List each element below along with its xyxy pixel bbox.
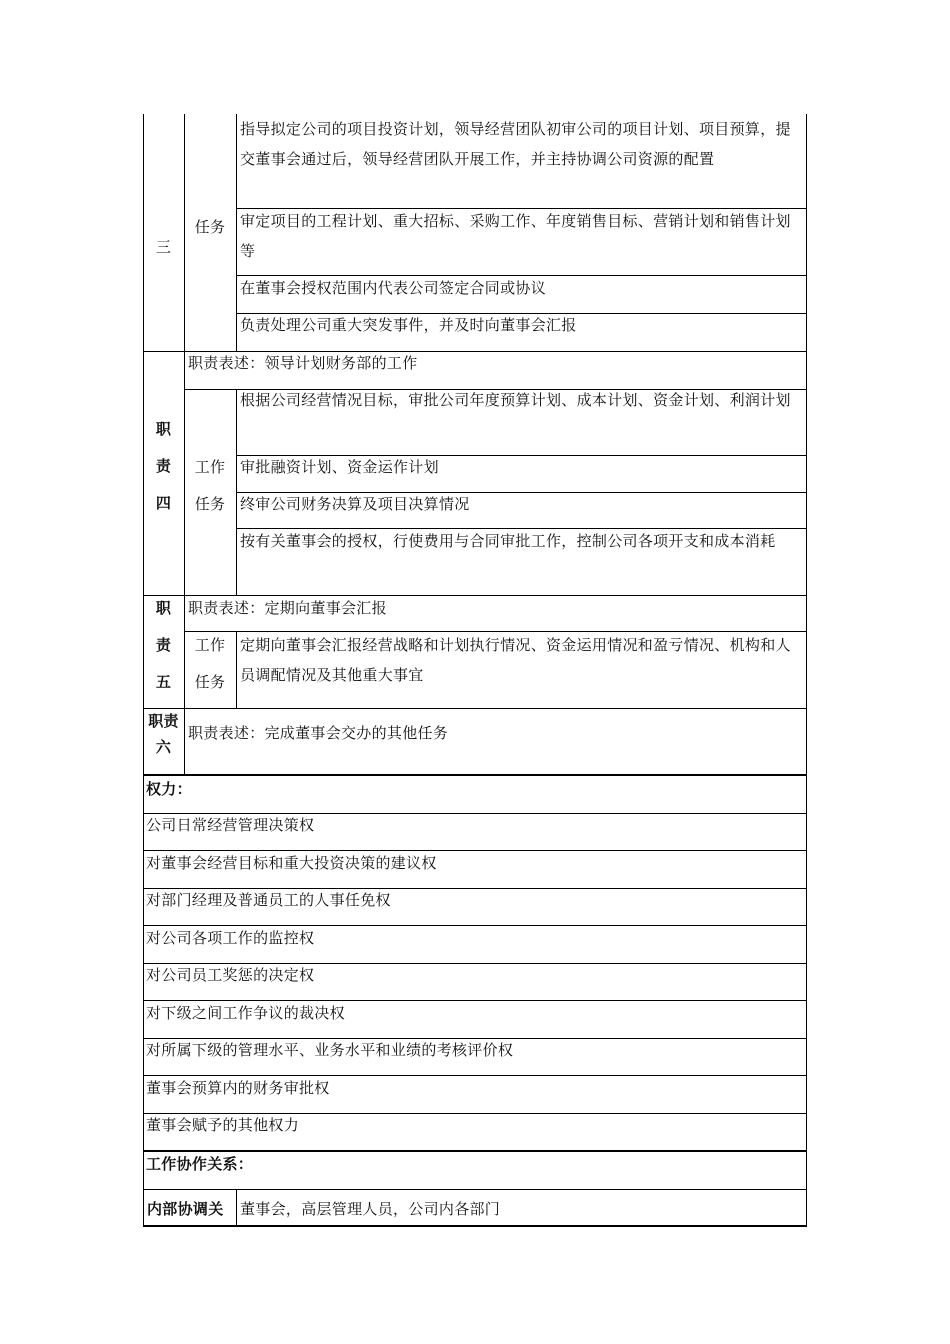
duty4-task-2: 审批融资计划、资金运作计划 — [240, 458, 439, 476]
duty4-task-label-2: 任务 — [194, 495, 226, 513]
duty4-task-4: 按有关董事会的授权，行使费用与合同审批工作，控制公司各项开支和成本消耗 — [240, 532, 776, 550]
divider — [143, 1225, 807, 1227]
power-item: 对董事会经营目标和重大投资决策的建议权 — [146, 854, 437, 872]
power-item: 董事会赋予的其他权力 — [146, 1116, 300, 1134]
duty6-label-1: 职责 — [148, 712, 179, 730]
duty5-label-3: 五 — [155, 673, 172, 691]
power-item: 对部门经理及普通员工的人事任免权 — [146, 891, 391, 909]
divider — [236, 1189, 237, 1226]
duty3-task-3: 在董事会授权范围内代表公司签定合同或协议 — [240, 279, 547, 297]
divider — [236, 631, 237, 708]
divider — [184, 708, 185, 774]
divider — [143, 1189, 807, 1190]
power-item: 对公司各项工作的监控权 — [146, 929, 315, 947]
duty4-task-3: 终审公司财务决算及项目决算情况 — [240, 495, 470, 513]
duty3-label: 三 — [155, 238, 172, 256]
duty5-task-label-1: 工作 — [194, 636, 226, 654]
duty4-task-1: 根据公司经营情况目标，审批公司年度预算计划、成本计划、资金计划、利润计划 — [240, 391, 791, 409]
duty3-task-2: 审定项目的工程计划、重大招标、采购工作、年度销售目标、营销计划和销售计划等 — [240, 212, 791, 260]
power-item: 公司日常经营管理决策权 — [146, 816, 315, 834]
duty5-task: 定期向董事会汇报经营战略和计划执行情况、资金运用情况和盈亏情况、机构和人员调配情况及其他重大事宜 — [240, 636, 791, 684]
duty4-description: 职责表述：领导计划财务部的工作 — [188, 354, 418, 372]
duty5-description: 职责表述：定期向董事会汇报 — [188, 599, 387, 617]
relations-heading: 工作协作关系： — [146, 1155, 254, 1173]
duty4-label-3: 四 — [155, 494, 172, 512]
internal-relations-value: 董事会，高层管理人员，公司内各部门 — [240, 1200, 501, 1218]
duty4-label-1: 职 — [155, 420, 172, 438]
duty5-label-1: 职 — [155, 599, 172, 617]
power-item: 对下级之间工作争议的裁决权 — [146, 1004, 345, 1022]
duty6-label-2: 六 — [155, 738, 172, 756]
power-item: 对公司员工奖惩的决定权 — [146, 966, 315, 984]
internal-relations-label: 内部协调关 — [147, 1200, 224, 1218]
duty5-label-2: 责 — [155, 636, 172, 654]
divider — [236, 114, 237, 351]
divider — [143, 708, 807, 709]
powers-heading: 权力： — [146, 780, 192, 798]
power-item: 对所属下级的管理水平、业务水平和业绩的考核评价权 — [146, 1041, 514, 1059]
duty5-task-label-2: 任务 — [194, 673, 226, 691]
duty6-description: 职责表述：完成董事会交办的其他任务 — [188, 724, 449, 742]
duty3-task-label: 任务 — [194, 218, 226, 236]
duty4-label-2: 责 — [155, 457, 172, 475]
duty3-task-1: 指导拟定公司的项目投资计划，领导经营团队初审公司的项目计划、项目预算，提交董事会通过后，领导经营团队开展工作，并主持协调公司资源的配置 — [240, 120, 791, 168]
power-item: 董事会预算内的财务审批权 — [146, 1079, 330, 1097]
duty3-task-4: 负责处理公司重大突发事件，并及时向董事会汇报 — [240, 316, 577, 334]
table-right-border — [806, 114, 807, 1226]
duty4-task-label-1: 工作 — [194, 458, 226, 476]
